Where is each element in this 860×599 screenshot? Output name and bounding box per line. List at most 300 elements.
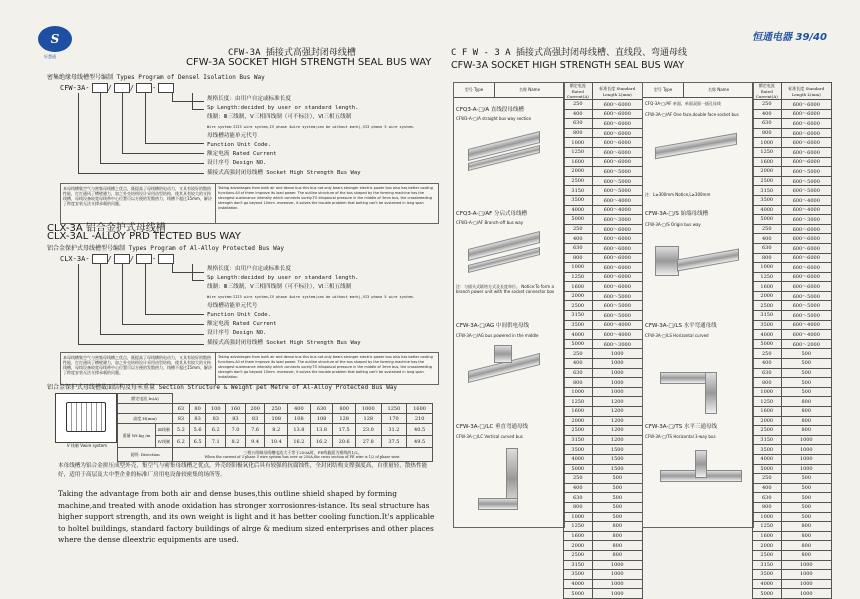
table-cell: 83 — [226, 414, 246, 424]
table-row — [564, 378, 643, 388]
row-label: Ⅳ线制 — [155, 436, 172, 448]
table-row — [564, 272, 643, 282]
table-cell: 600～5000 — [592, 176, 642, 186]
table-cell: 1250 — [753, 522, 782, 532]
table-row — [564, 157, 643, 167]
table-row — [753, 138, 832, 148]
table-cell: 800 — [753, 502, 782, 512]
table-cell: 1000 — [781, 570, 831, 580]
section-drawing — [55, 393, 117, 443]
table-row — [564, 176, 643, 186]
table-cell: 2000 — [753, 541, 782, 551]
table-cell: 8.2 — [265, 424, 288, 436]
table-cell: 400 — [753, 359, 782, 369]
col-type: 型号 Type — [643, 83, 684, 97]
table-note-cn: 三相五线制母线槽电流大于等于250A时，PE线截面为相线的1/2。 — [243, 450, 362, 455]
table-cell: 600～4000 — [592, 330, 642, 340]
table-cell: 600～6000 — [781, 272, 831, 282]
table-cell: 83 — [206, 414, 226, 424]
table-cell: 1000 — [781, 445, 831, 455]
table-row — [564, 550, 643, 560]
table-cell: 600～6000 — [781, 100, 831, 110]
table-row — [118, 394, 433, 404]
table-cell: 600～6000 — [781, 147, 831, 157]
product-a1-note: 注：与插头式联络方式及长度单位。 Notice:To form a branch power unit with the socket connector box — [456, 284, 555, 294]
table-row — [753, 387, 832, 397]
table-cell: 7.6 — [245, 424, 265, 436]
table-cell: 1600 — [407, 404, 433, 414]
table-cell: 600～6000 — [592, 119, 642, 129]
table-cell: 800 — [753, 378, 782, 388]
spec-table-a — [563, 82, 643, 599]
table-row — [753, 416, 832, 426]
table-row — [564, 138, 643, 148]
table-cell: 4000 — [753, 579, 782, 589]
table-cell: 1000 — [592, 378, 642, 388]
table-cell: 600～6000 — [592, 100, 642, 110]
table-cell: 800 — [781, 522, 831, 532]
table-row — [564, 464, 643, 474]
table-cell: 80 — [189, 404, 206, 414]
legend-line: 规格长度：由用户自定或标准长度 — [207, 266, 291, 272]
table-cell: 1000 — [592, 560, 642, 570]
table-cell: 108 — [265, 414, 288, 424]
table-header-row — [753, 83, 832, 100]
table-row — [564, 502, 643, 512]
table-row — [564, 407, 643, 417]
spec-table — [563, 82, 643, 599]
table-cell: 600～6000 — [781, 282, 831, 292]
table-row — [564, 339, 643, 349]
table-row — [564, 291, 643, 301]
table-row — [564, 579, 643, 589]
table-cell: 2000 — [753, 167, 782, 177]
table-title: 铝合金保护式母线槽截面结构及每米重量 Section Structure & Weight pet Metre of Al-Alloy Protected Bus Way — [47, 384, 398, 391]
table-row — [564, 186, 643, 196]
cfw-legend — [207, 95, 447, 178]
table-cell: 1000 — [781, 435, 831, 445]
table-cell: 600～4000 — [781, 205, 831, 215]
product-b0-en: CFW-3A-□/AF One face,double face socket bus — [645, 112, 739, 117]
table-cell: 2500 — [753, 301, 782, 311]
table-cell: 500 — [592, 474, 642, 484]
table-cell: 600～6000 — [592, 109, 642, 119]
table-cell: 630 — [564, 368, 593, 378]
column-header: 额定电流 Rated Current(A) — [564, 83, 593, 100]
product-b1-name: CFW-3A-□/S 始端母线槽 — [645, 211, 709, 217]
table-row — [753, 445, 832, 455]
table-row — [753, 570, 832, 580]
table-cell: 630 — [564, 119, 593, 129]
table-cell: 9.4 — [245, 436, 265, 448]
table-cell: 600～4000 — [592, 320, 642, 330]
clx-model-label: 铝合金保护式母线槽型号编制 Types Program of Al-Alloy Protected Bus Way — [47, 245, 284, 252]
column-header: 额定电流 Rated Current(A) — [753, 83, 782, 100]
table-cell: 4000 — [753, 330, 782, 340]
table-cell: 2000 — [753, 291, 782, 301]
table-row — [753, 167, 832, 177]
table-cell: 600～6000 — [781, 263, 831, 273]
table-cell: 100 — [206, 404, 226, 414]
table-row — [753, 512, 832, 522]
table-cell: 800 — [781, 407, 831, 417]
table-cell: 4000 — [753, 454, 782, 464]
table-cell: 1500 — [592, 454, 642, 464]
table-cell: 1000 — [781, 579, 831, 589]
table-cell: 3500 — [564, 445, 593, 455]
table-cell: 800 — [333, 404, 356, 414]
table-cell: 1000 — [753, 263, 782, 273]
bus-sketch — [705, 372, 717, 414]
table-cell: 3150 — [753, 186, 782, 196]
table-cell: 1000 — [592, 579, 642, 589]
legend-line: 线制：Ⅲ三线制，Ⅴ三相四线制（可不标注），Ⅵ三相五线制 — [207, 114, 352, 121]
table-cell: 600～5000 — [781, 167, 831, 177]
table-cell: 500 — [781, 512, 831, 522]
table-row — [564, 243, 643, 253]
table-row — [753, 176, 832, 186]
table-cell: 600～5000 — [781, 291, 831, 301]
table-cell: 2500 — [564, 176, 593, 186]
table-row — [564, 109, 643, 119]
table-cell: 13.8 — [288, 424, 311, 436]
table-cell: 5000 — [564, 215, 593, 225]
table-row — [753, 349, 832, 359]
table-row — [753, 215, 832, 225]
table-row — [564, 253, 643, 263]
table-cell: 5000 — [753, 464, 782, 474]
product-b3-name: CFW-3A-□/TS 水平三通母线 — [645, 424, 717, 430]
legend-line: 额定电流 Rated Current — [207, 321, 277, 328]
table-row — [564, 311, 643, 321]
table-row — [753, 234, 832, 244]
table-cell: 630 — [753, 368, 782, 378]
table-row — [753, 550, 832, 560]
table-cell: 600～6000 — [781, 138, 831, 148]
table-note-en: When the current of 3 phase 5 wire system bus over or 250A,the cross section of PE wire is 1/2 of phase wire. — [204, 455, 401, 459]
table-cell: 1000 — [592, 349, 642, 359]
table-row — [564, 195, 643, 205]
table-cell: 3500 — [564, 570, 593, 580]
table-row — [564, 493, 643, 503]
table-cell: 17.5 — [333, 424, 356, 436]
table-row — [753, 243, 832, 253]
table-row — [753, 560, 832, 570]
desc1-cn: 本母线槽集空气与密集母线槽之优点，既提高了母线槽的电动力，又具有较好的散热性能，打打通风了槽壁避力，加之外壳结构设计采用齿型结构，使其具有较大的支持线槽，母线设备较宽母线带中心位置可以方便的发散热力，线槽不超过15mm，解决了跨度安装无法支撑承载的问题。 — [60, 183, 216, 224]
table-cell: 800 — [592, 541, 642, 551]
legend-line: Function Unit Code. — [207, 142, 271, 149]
table-cell: 400 — [564, 234, 593, 244]
table-cell: 3500 — [753, 195, 782, 205]
table-cell: 3150 — [564, 311, 593, 321]
table-cell: 3150 — [564, 560, 593, 570]
table-cell: 83 — [245, 414, 265, 424]
table-cell: 1000 — [592, 368, 642, 378]
table-cell: 5.2 — [173, 424, 190, 436]
clx-code: CLX-3A- / / - — [60, 254, 174, 264]
table-cell: 1600 — [753, 157, 782, 167]
table-cell: 500 — [781, 483, 831, 493]
table-cell: 250 — [265, 404, 288, 414]
table-cell: 1000 — [781, 454, 831, 464]
table-cell: 600～6000 — [592, 138, 642, 148]
table-cell: 600～6000 — [781, 243, 831, 253]
table-cell: 600～4000 — [592, 205, 642, 215]
table-cell: 600～5000 — [781, 176, 831, 186]
table-cell: 600～6000 — [592, 234, 642, 244]
table-row — [753, 378, 832, 388]
table-cell: 63 — [173, 404, 190, 414]
table-cell: 210 — [407, 414, 433, 424]
col-name: 名称 Name — [707, 87, 730, 92]
legend-line: 设计序号 Design NO. — [207, 160, 267, 167]
table-cell: 1600 — [564, 407, 593, 417]
table-cell: 600～4000 — [781, 195, 831, 205]
table-cell: 500 — [781, 502, 831, 512]
table-cell: 4000 — [564, 330, 593, 340]
table-cell: 400 — [753, 483, 782, 493]
table-row — [118, 424, 433, 436]
table-cell: 1000 — [564, 387, 593, 397]
table-cell: 250 — [753, 100, 782, 110]
clx-legend — [207, 265, 447, 348]
table-cell: 1600 — [753, 531, 782, 541]
table-row — [753, 426, 832, 436]
table-row — [753, 522, 832, 532]
table-row — [753, 128, 832, 138]
brand-logo: S — [38, 26, 72, 52]
product-b2-name: CFW-3A-□/LS 水平弯通母线 — [645, 323, 717, 329]
bus-sketch — [695, 450, 707, 478]
table-cell: 4000 — [564, 205, 593, 215]
table-cell: 800 — [592, 531, 642, 541]
table-row — [753, 330, 832, 340]
table-row — [753, 454, 832, 464]
table-cell: 1250 — [753, 147, 782, 157]
table-cell: 7.1 — [206, 436, 226, 448]
row-label: 高度 H(mm) — [118, 414, 173, 424]
table-cell: 3150 — [753, 560, 782, 570]
legend-line: Wire system:III3 wire system,IV phase 4wire system(can be without mark),VI3 phase 5 wire system. — [207, 294, 415, 299]
desc2-en: Taking the advantage from both air and dense buses,this outline shield shaped by forming machine,and treated with anode oxidation has stronger xorrosionres-istance. Its seal structure has higher support strength, and its own weight is light and it has better cooling function.It's applicable to holtel buildings, standard factory buildings of alrge & medium sized enterprises and other places where the dense dleextric equipments are used. — [58, 489, 435, 544]
product-b0-note: 注：L≥300mm Notice,L≥300mm — [645, 192, 711, 197]
table-cell: 1000 — [564, 512, 593, 522]
table-cell: 2000 — [753, 416, 782, 426]
table-cell: 6.2 — [206, 424, 226, 436]
table-row — [564, 416, 643, 426]
table-cell: 400 — [288, 404, 311, 414]
table-row — [564, 167, 643, 177]
table-row — [753, 589, 832, 599]
table-cell: 1200 — [592, 416, 642, 426]
table-row — [753, 320, 832, 330]
table-cell: 400 — [564, 483, 593, 493]
table-cell: 5000 — [753, 339, 782, 349]
table-cell: 500 — [781, 387, 831, 397]
table-cell: 1000 — [753, 512, 782, 522]
table-cell: 1000 — [781, 464, 831, 474]
table-cell: 600～6000 — [781, 157, 831, 167]
table-cell: 600～6000 — [592, 128, 642, 138]
desc1-cn-repeat: 本母线槽集空气与密集母线槽之优点，既提高了母线槽的电动力，又具有较好的散热性能，打打通风了槽壁避力，加之外壳结构设计采用齿型结构，使其具有较大的支持线槽，母线设备较宽母线带中心位置可以方便的发散热力，线槽不超过15mm，解决了跨度安装无法支撑承载的问题。 — [60, 352, 216, 385]
product-b0-name: CFQ-3A-□/AF 单面、单面双面一插孔母线 — [645, 101, 721, 106]
table-cell: 600～6000 — [592, 243, 642, 253]
spec-table-b — [752, 82, 832, 599]
table-cell: 6.5 — [189, 436, 206, 448]
product-a3-en: CFW-3A-□/LC Vertical curved bus — [456, 434, 523, 439]
table-row — [564, 359, 643, 369]
table-row — [753, 579, 832, 589]
table-row — [118, 448, 433, 462]
table-cell: 800 — [564, 378, 593, 388]
table-cell: 3500 — [564, 195, 593, 205]
table-row — [564, 589, 643, 599]
clx-title-cn: CLX-3A 铝合金护式母线槽 — [47, 223, 166, 234]
table-cell: 600～5000 — [781, 311, 831, 321]
table-cell: 8.2 — [226, 436, 246, 448]
section-caption: V 线制 Vwire system — [66, 443, 108, 448]
product-a1-name: CFQ3-A-□/AF 分启式母线槽 — [456, 211, 528, 217]
table-row — [564, 263, 643, 273]
table-row — [753, 397, 832, 407]
table-cell: 600～4000 — [781, 330, 831, 340]
table-cell: 1250 — [564, 397, 593, 407]
table-cell: 1500 — [592, 464, 642, 474]
table-cell: 600～2000 — [781, 339, 831, 349]
table-cell: 800 — [592, 550, 642, 560]
table-cell: 800 — [781, 426, 831, 436]
table-row — [753, 119, 832, 129]
table-cell: 800 — [564, 128, 593, 138]
table-cell: 600～6000 — [781, 234, 831, 244]
table-row — [753, 282, 832, 292]
table-cell: 600～5000 — [592, 311, 642, 321]
table-cell: 600～6000 — [592, 282, 642, 292]
table-cell: 600～5000 — [592, 186, 642, 196]
table-cell: 630 — [310, 404, 333, 414]
table-cell: 83 — [173, 414, 190, 424]
desc1-en-repeat: Taking advantages from both air and dense bus this bus not only bears stronger electric power bus also has better cooling functions.All of them improve its load power. The outline structure of the bus shaped by the forming machine has the strongest sustenance intensity which connects surely.TO kilopascal pressure in the middle of 3mm bus, the crossbreeding strength don't go beyond 10mm. moreover, it solves the trouble problem that bolting can't be sustained in long span installation. — [215, 352, 439, 385]
table-row — [753, 147, 832, 157]
table-cell: 600～6000 — [592, 157, 642, 167]
table-cell: 600～5000 — [592, 167, 642, 177]
table-cell: 5000 — [564, 464, 593, 474]
right-title-en: CFW-3A SOCKET HIGH STRENGTH SEAL BUS WAY — [451, 60, 685, 71]
table-cell: 1000 — [356, 404, 382, 414]
table-cell: 500 — [781, 493, 831, 503]
table-cell: 2000 — [564, 291, 593, 301]
table-cell: 3500 — [753, 570, 782, 580]
legend-line: Function Unit Code. — [207, 312, 271, 319]
cfw-code: CFW-3A- / / - — [60, 83, 174, 93]
table-cell: 600～3000 — [781, 215, 831, 225]
table-cell: 1200 — [592, 407, 642, 417]
table-cell: 250 — [564, 100, 593, 110]
table-row — [753, 100, 832, 110]
table-row — [753, 157, 832, 167]
table-cell: 20.6 — [333, 436, 356, 448]
table-cell: 1000 — [592, 570, 642, 580]
cfw-model-label: 密集绝缘母线槽型号编制 Types Program of Densel Isolation Bus Way — [47, 74, 265, 81]
table-row — [564, 282, 643, 292]
table-row — [753, 253, 832, 263]
table-row — [564, 234, 643, 244]
table-cell: 600～4000 — [781, 320, 831, 330]
legend-line: Wire system:III3 wire system,IV phase 4wire system(can be without mark),VI3 phase 5 wire system. — [207, 124, 415, 129]
table-cell: 500 — [781, 378, 831, 388]
table-cell: 5000 — [564, 589, 593, 599]
table-row — [564, 128, 643, 138]
table-row — [753, 263, 832, 273]
table-row — [753, 109, 832, 119]
table-cell: 600～3000 — [592, 215, 642, 225]
product-a2-name: CFW-3A-□/AG 中间供电母线 — [456, 323, 530, 329]
table-cell: 1250 — [564, 272, 593, 282]
table-cell: 1250 — [564, 522, 593, 532]
cfw-title-cn: CFW-3A 插接式高强封闭母线槽 — [228, 48, 356, 58]
table-cell: 800 — [781, 416, 831, 426]
table-cell: 1000 — [753, 138, 782, 148]
table-row — [118, 436, 433, 448]
table-row — [753, 368, 832, 378]
row-label: Ⅲ线制 — [155, 424, 172, 436]
table-cell: 5.6 — [189, 424, 206, 436]
table-cell: 630 — [564, 493, 593, 503]
table-cell: 2000 — [564, 416, 593, 426]
table-row — [564, 320, 643, 330]
table-cell: 5000 — [753, 215, 782, 225]
product-a2-en: CFW-3A-□/AG bus powered in the middle — [456, 333, 539, 338]
table-cell: 1000 — [564, 263, 593, 273]
table-cell: 600～5000 — [781, 301, 831, 311]
table-row — [753, 464, 832, 474]
table-row — [753, 435, 832, 445]
table-cell: 2500 — [564, 550, 593, 560]
table-row — [564, 474, 643, 484]
table-cell: 600～6000 — [592, 224, 642, 234]
legend-line: 规格长度：由用户自定或标准长度 — [207, 96, 291, 102]
col-type: 型号 Type — [454, 83, 495, 97]
table-row — [753, 186, 832, 196]
table-cell: 600～5000 — [592, 301, 642, 311]
table-cell: 13.8 — [310, 424, 333, 436]
table-cell: 7.0 — [226, 424, 246, 436]
table-row — [753, 502, 832, 512]
table-row — [564, 224, 643, 234]
table-cell: 600～6000 — [781, 224, 831, 234]
page-label: 恒通电器 39/40 — [752, 32, 827, 43]
table-cell: 250 — [753, 224, 782, 234]
table-row — [564, 522, 643, 532]
table-row — [564, 387, 643, 397]
desc2-cn: 本母线槽为铝合金拼压成型外壳，集空气与密集母线槽之优点，外壳经阳极氧化后具有较强的抗腐蚀性，全封闭结构支撑强度高，自重量轻，散热性能好，适用于高层及大中型企业的标准厂房用电设备较密集的场所等。 — [58, 463, 428, 478]
table-row — [753, 541, 832, 551]
table-cell: 37.5 — [381, 436, 407, 448]
table-cell: 108 — [310, 414, 333, 424]
table-cell: 1250 — [564, 147, 593, 157]
table-cell: 4000 — [564, 454, 593, 464]
table-cell: 800 — [781, 541, 831, 551]
table-cell: 600～6000 — [781, 119, 831, 129]
clx-title-en: CLX-3AL -ALLOY PRD TECTED BUS WAY — [47, 231, 241, 242]
table-row — [564, 368, 643, 378]
table-cell: 400 — [753, 109, 782, 119]
table-cell: 800 — [592, 522, 642, 532]
table-cell: 630 — [753, 493, 782, 503]
table-row — [753, 531, 832, 541]
table-cell: 27.8 — [356, 436, 382, 448]
table-cell: 1250 — [381, 404, 407, 414]
